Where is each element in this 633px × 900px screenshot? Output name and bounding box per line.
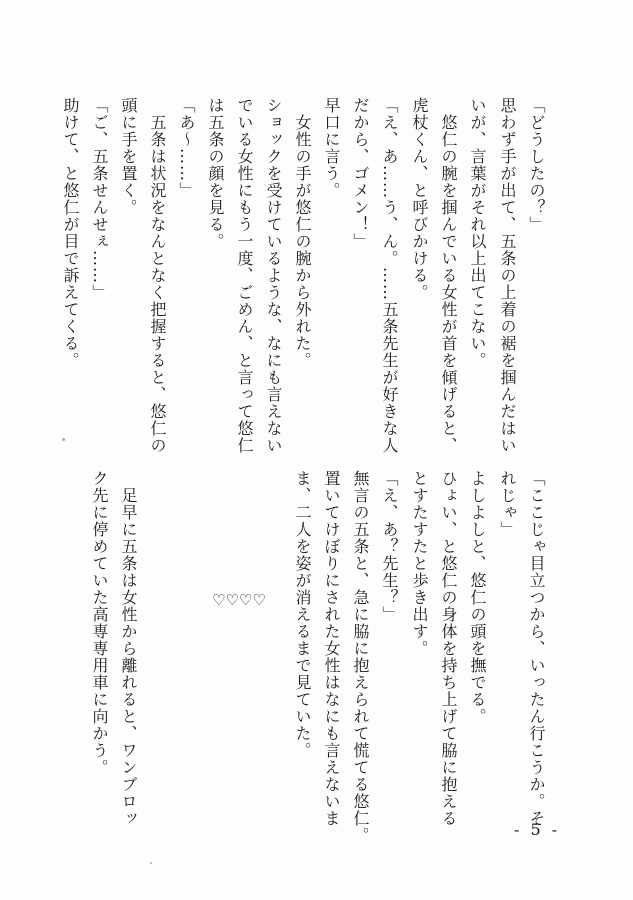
scene-break-hearts: ♡♡♡♡ bbox=[212, 591, 266, 609]
text-column: 置いてけぼりにされた女性はなにも言えないま bbox=[322, 470, 341, 827]
text-column: ショックを受けているような、なにも言えない bbox=[264, 97, 283, 454]
text-column: 「え、あ……う、ん。……五条先生が好きな人 bbox=[380, 97, 399, 454]
text-column: 早口に言う。 bbox=[322, 97, 341, 199]
text-column: れじゃ」 bbox=[498, 470, 517, 538]
text-column: ク先に停めていた高専専用車に向かう。 bbox=[90, 470, 109, 776]
text-column: 思わず手が出て、五条の上着の裾を掴んだはい bbox=[498, 97, 517, 454]
text-column: 助けて、と悠仁が目で訴えてくる。 bbox=[61, 97, 80, 369]
text-column: 足早に五条は女性から離れると、ワンブロッ bbox=[119, 470, 138, 827]
text-column: いが、言葉がそれ以上出てこない。 bbox=[468, 97, 487, 369]
text-column: 「え、あ？先生？」 bbox=[380, 470, 399, 623]
text-column: だから、ゴメン！」 bbox=[351, 97, 370, 250]
scan-speck bbox=[150, 862, 152, 864]
text-column: 「ご、五条せんせぇ……」 bbox=[90, 97, 109, 301]
page-number: - 5 - bbox=[514, 820, 561, 839]
text-column: 悠仁の腕を掴んでいる女性が首を傾げると、 bbox=[439, 97, 458, 454]
text-column: とすたすたと歩き出す。 bbox=[410, 470, 429, 657]
text-column: 無言の五条と、急に脇に抱えられて慌てる悠仁。 bbox=[351, 470, 370, 844]
text-column: 女性の手が悠仁の腕から外れた。 bbox=[293, 97, 312, 369]
text-column: 虎杖くん、と呼びかける。 bbox=[410, 97, 429, 301]
text-column: ひょい、と悠仁の身体を持ち上げて脇に抱える bbox=[439, 470, 458, 827]
text-column: 五条は状況をなんとなく把握すると、悠仁の bbox=[148, 97, 167, 454]
text-column: でいる女性にもう一度、ごめん、と言って悠仁 bbox=[235, 97, 254, 454]
scan-speck bbox=[62, 438, 65, 441]
text-column: よしよしと、悠仁の頭を撫でる。 bbox=[468, 470, 487, 725]
text-column: 「どうしたの？」 bbox=[527, 97, 546, 233]
text-column: 「あ～……」 bbox=[177, 97, 196, 199]
text-column: 「ここじゃ目立つから、いったん行こうか。そ bbox=[527, 470, 546, 827]
text-column: 頭に手を置く。 bbox=[119, 97, 138, 216]
text-column: ま、二人を姿が消えるまで見ていた。 bbox=[293, 470, 312, 759]
text-column: は五条の顔を見る。 bbox=[206, 97, 225, 250]
